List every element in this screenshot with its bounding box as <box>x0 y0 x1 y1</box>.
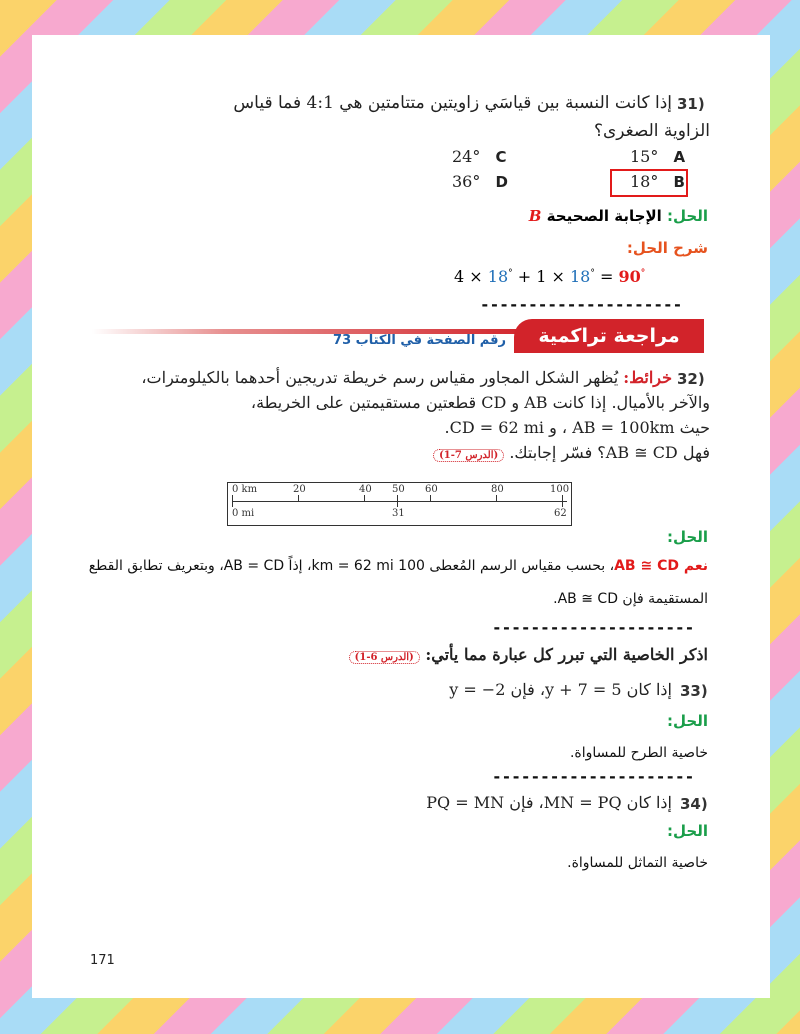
question-31-number: 31) <box>677 95 705 113</box>
option-c-value: 24° <box>452 147 481 166</box>
question-32-line1 <box>92 368 672 387</box>
option-b-value: 18° <box>630 172 659 191</box>
option-d-letter: D <box>495 173 508 191</box>
lesson-tag: (الدرس 6-1) <box>349 651 420 664</box>
separator: --------------------- <box>480 295 683 314</box>
ruler-label: 40 <box>359 484 372 495</box>
separator: --------------------- <box>492 618 695 637</box>
section-title <box>208 645 708 664</box>
ruler-line <box>232 501 567 502</box>
q31-solution-label: الحل: <box>667 207 708 225</box>
ruler-tick <box>298 495 299 501</box>
q31-correct-letter: B <box>528 207 542 225</box>
question-33-text: إذا كان y + 7 = 5، فإن y = −2 <box>449 680 672 699</box>
ruler-label: 100 <box>550 484 570 495</box>
separator: --------------------- <box>492 767 695 786</box>
eq-part: + 1 × <box>517 267 565 286</box>
q33-answer: خاصية الطرح للمساواة. <box>569 745 708 761</box>
q33-solution-label: الحل: <box>667 712 708 730</box>
ruler-tick <box>430 495 431 501</box>
option-a-value: 15° <box>630 147 659 166</box>
question-31-line1: إذا كانت النسبة بين قياسَي زاويتين متتامتين هي 4:1 فما قياس <box>233 93 672 113</box>
q32-answer-line1 <box>48 558 708 574</box>
question-31-line2: الزاوية الصغرى؟ <box>593 121 710 141</box>
ruler-tick <box>496 495 497 501</box>
question-32-line4 <box>310 443 710 462</box>
ruler-tick <box>364 495 365 501</box>
ruler-label: 62 <box>554 508 567 519</box>
q32-answer-line2: المستقيمة فإن AB ≅ CD. <box>553 591 708 607</box>
q32-line4-text: فهل AB ≅ CD؟ فسّر إجابتك. <box>509 443 710 462</box>
page-number: 171 <box>90 953 115 968</box>
ruler-label: 60 <box>425 484 438 495</box>
section-title-text: اذكر الخاصية التي تبرر كل عبارة مما يأتي: <box>425 645 708 664</box>
eq-result: 90 <box>618 267 641 286</box>
option-a-letter: A <box>673 148 686 166</box>
ruler-label: 20 <box>293 484 306 495</box>
page-sheet <box>32 35 770 998</box>
ruler-tick <box>397 495 398 507</box>
ruler-label: 50 <box>392 484 405 495</box>
ruler-label: 80 <box>491 484 504 495</box>
q32-answer-rest: ، بحسب مقياس الرسم المُعطى 100 km = 62 mi، إذاً AB = CD، وبتعريف تطابق القطع <box>88 558 615 574</box>
q31-equation: 4 × 18° + 1 × 18° = 90° <box>454 267 646 286</box>
option-c <box>452 147 506 166</box>
q32-answer-yes: نعم AB ≅ CD <box>614 558 708 574</box>
q34-solution-label: الحل: <box>667 822 708 840</box>
ruler-label: 0 km <box>232 484 258 495</box>
option-b <box>630 172 685 191</box>
q32-keyword: خرائط: <box>623 368 672 387</box>
banner-title: مراجعة تراكمية <box>514 319 704 353</box>
q31-solution <box>529 207 708 225</box>
q31-correct-text: الإجابة الصحيحة <box>546 207 662 225</box>
eq-part: = <box>599 267 614 286</box>
q34-answer: خاصية التماثل للمساواة. <box>567 855 708 871</box>
lesson-tag: (الدرس 7-1) <box>433 449 504 462</box>
option-d-value: 36° <box>452 172 481 191</box>
eq-value: 18 <box>487 267 509 286</box>
banner-page-ref: رقم الصفحة في الكتاب 73 <box>333 333 506 348</box>
option-c-letter: C <box>495 148 507 166</box>
ruler-tick <box>562 495 563 507</box>
question-32-line3: حيث AB = 100km ، و CD = 62 mi. <box>444 418 710 437</box>
ruler-label: 0 mi <box>232 508 255 519</box>
option-d <box>452 172 508 191</box>
question-33-number: 33) <box>680 682 708 700</box>
scale-ruler <box>227 482 572 526</box>
review-banner <box>92 319 704 353</box>
ruler-label: 31 <box>392 508 405 519</box>
eq-part: 4 × <box>454 267 483 286</box>
question-32-line2: والآخر بالأميال. إذا كانت AB و CD قطعتين مستقيمتين على الخريطة، <box>250 393 710 412</box>
q31-explanation-label: شرح الحل: <box>626 239 708 257</box>
question-32-number: 32) <box>677 370 705 388</box>
option-b-letter: B <box>673 173 685 191</box>
eq-value: 18 <box>569 267 591 286</box>
q32-solution-label: الحل: <box>667 528 708 546</box>
ruler-tick <box>232 495 233 507</box>
question-34-number: 34) <box>680 795 708 813</box>
question-34-text: إذا كان MN = PQ، فإن PQ = MN <box>426 793 672 812</box>
option-a <box>630 147 685 166</box>
q32-line1-text: يُظهر الشكل المجاور مقياس رسم خريطة تدريجين أحدهما بالكيلومترات، <box>141 368 619 387</box>
